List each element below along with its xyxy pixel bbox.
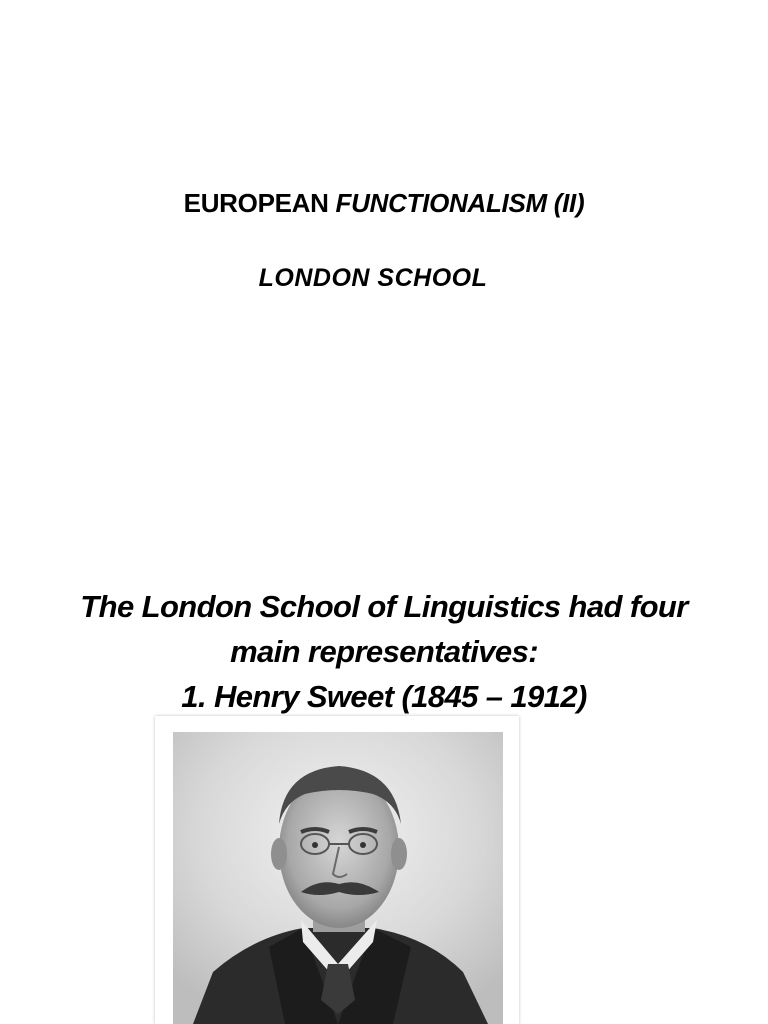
slide-title-italic: FUNCTIONALISM (II) <box>335 188 585 218</box>
intro-text <box>0 584 768 719</box>
portrait-photo <box>155 716 519 1024</box>
intro-line-2: main representatives: <box>230 634 538 669</box>
portrait-photo-icon <box>173 732 503 1024</box>
intro-line-1: The London School of Linguistics had four <box>80 589 688 624</box>
slide-title <box>0 188 768 219</box>
slide-title-prefix: EUROPEAN <box>183 188 336 218</box>
slide-subtitle: LONDON SCHOOL <box>258 264 488 292</box>
intro-line-3: 1. Henry Sweet (1845 – 1912) <box>181 679 587 714</box>
